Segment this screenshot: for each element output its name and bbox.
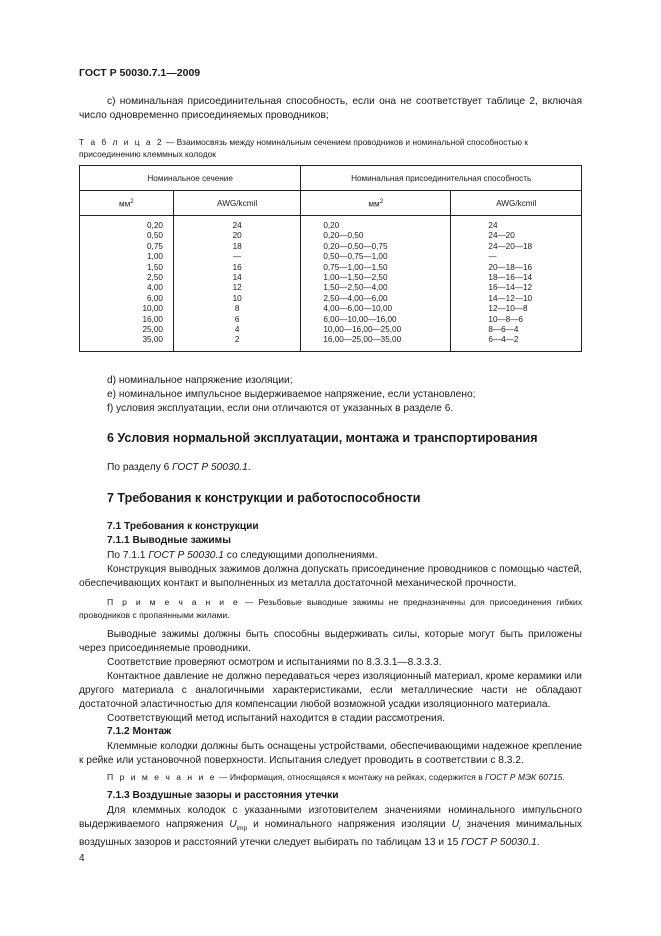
table-caption: [79, 136, 582, 160]
note-label: П р и м е ч а н и е: [107, 597, 240, 607]
table-row: 4,00 12 1,50—2,50—4,00 16—14—12: [80, 283, 582, 293]
table-body: [80, 216, 582, 352]
note-label: П р и м е ч а н и е: [107, 772, 217, 782]
table-header-mm-capacity: $мм^2$: [301, 191, 451, 216]
table-row: 1,00 — 0,50—0,75—1,00 —: [80, 252, 582, 262]
reference-link: ГОСТ Р 50030.1: [461, 837, 537, 849]
table-row: 0,75 18 0,20—0,50—0,75 24—20—18: [80, 242, 582, 252]
reference-link: ГОСТ Р МЭК 60715: [485, 772, 563, 782]
table-row: 6,00 10 2,50—4,00—6,00 14—12—10: [80, 294, 582, 304]
paragraph-test-method: Соответствующий метод испытаний находится в стадии рассмотрения.: [107, 713, 446, 724]
table-row: 10,00 8 4,00—6,00—10,00 12—10—8: [80, 304, 582, 314]
table-row: 0,50 20 0,20—0,50 24—20: [80, 231, 582, 241]
note-2: П р и м е ч а н и е — Информация, относящаяся к монтажу на рейках, содержится в ГОСТ Р МЭК 60715.: [107, 772, 565, 782]
cross-section-table: [79, 165, 582, 352]
section-6-heading: 6 Условия нормальной эксплуатации, монтажа и транспортирования: [107, 431, 538, 445]
note-1: П р и м е ч а н и е — Резьбовые выводные зажимы не предназначены для присоединения гибких проводников с пропаянными жилами.: [79, 597, 582, 620]
paragraph-terminal-design: Конструкция выводных зажимов должна допускать присоединение проводников с помощью частей, обеспечивающих контакт и выполненных из металла достаточной механической прочности.: [79, 564, 582, 589]
reference-link: ГОСТ Р 50030.1: [172, 462, 248, 473]
reference-link: ГОСТ Р 50030.1: [148, 550, 224, 561]
table-header-awg: AWG/kcmil: [173, 191, 300, 216]
item-e: e) номинальное импульсное выдерживаемое напряжение, если установлено;: [107, 389, 476, 400]
section-7-heading: 7 Требования к конструкции и работоспособности: [107, 491, 421, 505]
table-row: 25,00 4 10,00—16,00—25,00 8—6—4: [80, 325, 582, 335]
paragraph-7-1-1-intro: По 7.1.1 ГОСТ Р 50030.1 со следующими дополнениями.: [107, 550, 378, 561]
subsection-7-1-1-heading: 7.1.1 Выводные зажимы: [107, 535, 231, 546]
table-caption-text: — Взаимосвязь между номинальным сечением проводников и номинальной способностью к присоединению клеммных колодок: [79, 137, 528, 159]
page-number: 4: [79, 853, 85, 864]
subsection-7-1-heading: 7.1 Требования к конструкции: [107, 521, 259, 532]
table-group-header-section: Номинальное сечение: [80, 166, 301, 191]
table-header-mm: $мм^2$: [80, 191, 174, 216]
paragraph-contact-pressure: Контактное давление не должно передаваться через изоляционный материал, кроме керамики или другого материала с аналогичными характеристиками, если металлические части не обладают достаточной эластичностью для компенсации любой возможной усадки изоляционного материала.: [79, 671, 582, 710]
table-header-awg-capacity: AWG/kcmil: [451, 191, 582, 216]
table-group-header-capacity: Номинальная присоединительная способность: [301, 166, 582, 191]
paragraph-clearances: Для клеммных колодок с указанными изготовителем значениями номинального импульсного выдерживаемого напряжения $U_{imp}$ и номинального напряжения изоляции $U_i$ значения минимальных воздушных зазоров и расстояний утечки следует выбирать по таблицам 13 и 15 ГОСТ Р 50030.1.: [79, 805, 583, 849]
table-row: 0,20 24 0,20 24: [80, 216, 582, 232]
table-row: 35,00 2 16,00—25,00—35,00 6—4—2: [80, 335, 582, 351]
paragraph-compliance: Соответствие проверяют осмотром и испытаниями по 8.3.3.1—8.3.3.3.: [107, 657, 442, 668]
paragraph-mounting: Клеммные колодки должны быть оснащены устройствами, обеспечивающими надежное крепление к рейке или установочной поверхности. Испытания следует проводить в соответствии с 8.3.2.: [79, 741, 582, 766]
item-c: c) номинальная присоединительная способность, если она не соответствует таблице 2, включая число одновременно присоединяемых проводников;: [79, 96, 582, 121]
item-d: d) номинальное напряжение изоляции;: [107, 375, 293, 386]
subsection-7-1-2-heading: 7.1.2 Монтаж: [107, 726, 172, 737]
paragraph-forces: Выводные зажимы должны быть способны выдерживать силы, которые могут быть приложены через присоединяемые проводники.: [79, 629, 582, 654]
subsection-7-1-3-heading: 7.1.3 Воздушные зазоры и расстояния утечки: [107, 790, 339, 801]
table-row: 2,50 14 1,00—1,50—2,50 18—16—14: [80, 273, 582, 283]
section-6-text: По разделу 6 ГОСТ Р 50030.1.: [107, 462, 251, 473]
table-caption-label: Т а б л и ц а 2: [79, 137, 164, 147]
table-row: 1,50 16 0,75—1,00—1,50 20—18—16: [80, 263, 582, 273]
table-row: 16,00 6 6,00—10,00—16,00 10—8—6: [80, 315, 582, 325]
document-header: ГОСТ Р 50030.7.1—2009: [79, 67, 201, 79]
item-f: f) условия эксплуатации, если они отличаются от указанных в разделе 6.: [107, 403, 454, 414]
